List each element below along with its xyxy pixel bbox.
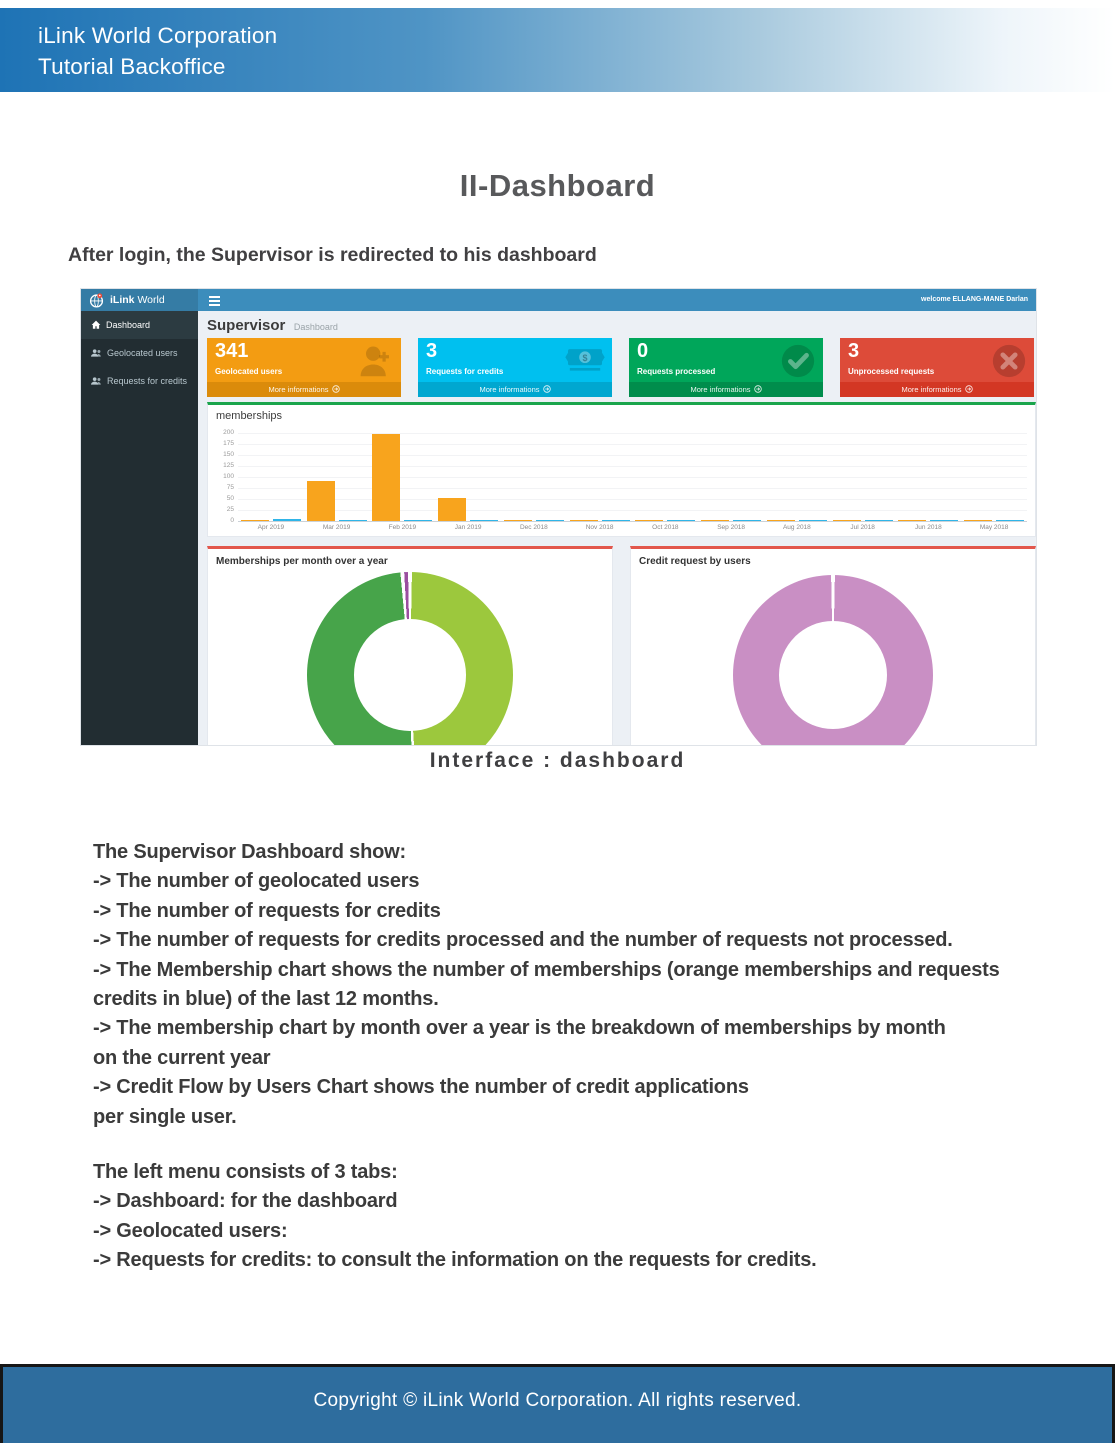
y-axis-tick: 150 <box>223 451 234 458</box>
body-line: The left menu consists of 3 tabs: <box>93 1161 398 1183</box>
bar-requests-credits-mar-2019 <box>339 520 367 521</box>
bar-memberships-jan-2019 <box>438 498 466 521</box>
check-circle-icon <box>779 342 817 385</box>
gridline <box>238 499 1027 500</box>
bar-requests-credits-feb-2019 <box>404 520 432 521</box>
welcome-text: welcome ELLANG-MANE Darlan <box>921 296 1028 303</box>
sidebar-item-label: Geolocated users <box>107 348 178 358</box>
svg-text:$: $ <box>582 352 588 363</box>
y-axis-tick: 50 <box>226 495 234 502</box>
bar-requests-credits-oct-2018 <box>667 520 695 521</box>
sidebar-item-label: Requests for credits <box>107 376 188 386</box>
sidebar-item-requests-for-credits[interactable] <box>81 367 198 395</box>
bar-memberships-oct-2018 <box>635 520 663 521</box>
bar-memberships-aug-2018 <box>767 520 795 521</box>
bar-memberships-jun-2018 <box>898 520 926 521</box>
bar-requests-credits-dec-2018 <box>536 520 564 521</box>
brand-logo[interactable] <box>81 289 198 311</box>
bar-memberships-dec-2018 <box>504 520 532 521</box>
y-axis-tick: 25 <box>226 506 234 513</box>
stat-value: 0 <box>637 340 649 362</box>
gridline <box>238 444 1027 445</box>
bar-memberships-feb-2019 <box>372 434 400 521</box>
page-title: II-Dashboard <box>459 168 656 203</box>
body-line: per single user. <box>93 1105 237 1128</box>
x-axis-tick: Jul 2018 <box>850 524 875 531</box>
stat-value: 3 <box>848 340 860 362</box>
x-circle-icon <box>990 342 1028 385</box>
dashboard-icon <box>91 320 101 330</box>
x-axis-tick: Jun 2018 <box>915 524 942 531</box>
memberships-donut-panel <box>207 546 613 746</box>
body-line: -> The Membership chart shows the number of memberships (orange memberships and requests <box>93 958 1000 981</box>
stat-card-requests-for-credits <box>418 338 612 397</box>
y-axis-tick: 175 <box>223 440 234 447</box>
bar-requests-credits-apr-2019 <box>273 519 301 521</box>
body-line: credits in blue) of the last 12 months. <box>93 988 439 1011</box>
x-axis-tick: Nov 2018 <box>585 524 614 531</box>
stat-label: Geolocated users <box>215 367 283 376</box>
x-axis-tick: May 2018 <box>979 524 1009 531</box>
stat-label: Requests processed <box>637 367 716 376</box>
globe-pin-icon <box>89 293 104 308</box>
footer-text: Copyright © iLink World Corporation. All rights reserved. <box>313 1390 802 1411</box>
stat-label: Requests for credits <box>426 367 504 376</box>
y-axis-tick: 125 <box>223 462 234 469</box>
more-informations-link[interactable]: More informations <box>629 382 823 397</box>
stat-cards-row <box>207 338 1036 397</box>
credit-donut-chart <box>733 575 933 746</box>
sidebar-item-geolocated-users[interactable] <box>81 339 198 367</box>
gridline <box>238 433 1027 434</box>
stat-card-unprocessed-requests <box>840 338 1034 397</box>
bar-requests-credits-jan-2019 <box>470 520 498 521</box>
content-header <box>207 317 338 335</box>
x-axis-tick: Dec 2018 <box>519 524 548 531</box>
sidebar <box>81 311 198 745</box>
x-axis-tick: Aug 2018 <box>782 524 811 531</box>
gridline <box>238 488 1027 489</box>
x-axis-tick: Mar 2019 <box>322 524 351 531</box>
gridline <box>238 477 1027 478</box>
bar-memberships-apr-2019 <box>241 520 269 521</box>
more-informations-link[interactable]: More informations <box>418 382 612 397</box>
body-line: on the current year <box>93 1046 271 1069</box>
content-title: Supervisor <box>207 317 286 334</box>
x-axis-tick: Feb 2019 <box>388 524 417 531</box>
gridline <box>238 466 1027 467</box>
body-text-2 <box>93 1158 817 1276</box>
x-axis-tick: Jan 2019 <box>454 524 482 531</box>
body-line: -> The membership chart by month over a year is the breakdown of memberships by month <box>93 1017 946 1040</box>
stat-label: Unprocessed requests <box>848 367 935 376</box>
stat-value: 3 <box>426 340 438 362</box>
body-line: -> The number of requests for credits <box>93 899 441 922</box>
header-subtitle: Tutorial Backoffice <box>38 54 226 79</box>
body-line: -> Requests for credits: to consult the information on the requests for credits. <box>93 1249 817 1272</box>
bar-memberships-nov-2018 <box>570 520 598 521</box>
money-icon <box>564 342 606 381</box>
header-company: iLink World Corporation <box>38 23 278 48</box>
screenshot-caption: Interface : dashboard <box>429 749 686 772</box>
stat-card-requests-processed <box>629 338 823 397</box>
x-axis-tick: Oct 2018 <box>652 524 679 531</box>
stat-value: 341 <box>215 340 249 362</box>
body-text-1 <box>93 838 1000 1132</box>
body-line: -> The number of requests for credits processed and the number of requests not processed. <box>93 929 953 952</box>
stat-card-geolocated-users <box>207 338 401 397</box>
body-line: The Supervisor Dashboard show: <box>93 841 406 863</box>
sidebar-item-label: Dashboard <box>106 320 151 330</box>
more-informations-link[interactable]: More informations <box>840 382 1034 397</box>
credit-donut-panel <box>630 546 1036 746</box>
intro-text: After login, the Supervisor is redirected to his dashboard <box>68 244 597 266</box>
body-line: -> Dashboard: for the dashboard <box>93 1190 398 1213</box>
bar-requests-credits-jul-2018 <box>865 520 893 521</box>
footer <box>0 1364 1115 1443</box>
credit-donut-title: Credit request by users <box>639 556 751 567</box>
users-icon <box>91 376 102 386</box>
body-line: -> Geolocated users: <box>93 1219 288 1242</box>
sidebar-item-dashboard[interactable] <box>81 311 198 339</box>
y-axis-tick: 200 <box>223 429 234 436</box>
bar-memberships-jul-2018 <box>833 520 861 521</box>
menu-toggle-icon[interactable] <box>209 296 220 308</box>
top-navbar <box>198 289 1036 311</box>
memberships-bar-chart <box>238 433 1027 522</box>
brand-text: iLink World <box>110 294 165 306</box>
y-axis-tick: 0 <box>230 517 234 524</box>
bar-memberships-sep-2018 <box>701 520 729 521</box>
gridline <box>238 510 1027 511</box>
bar-requests-credits-aug-2018 <box>799 520 827 521</box>
users-icon <box>91 348 102 358</box>
bar-requests-credits-jun-2018 <box>930 520 958 521</box>
body-line: -> Credit Flow by Users Chart shows the number of credit applications <box>93 1076 749 1099</box>
memberships-panel <box>207 402 1036 537</box>
header-band <box>0 8 1115 92</box>
body-line: -> The number of geolocated users <box>93 870 420 893</box>
x-axis-tick: Sep 2018 <box>717 524 746 531</box>
bar-memberships-may-2018 <box>964 520 992 521</box>
bar-requests-credits-may-2018 <box>996 520 1024 521</box>
memberships-panel-title: memberships <box>216 410 283 422</box>
content-breadcrumb: Dashboard <box>293 322 338 332</box>
memberships-donut-title: Memberships per month over a year <box>216 556 388 567</box>
dashboard-content <box>198 311 1036 745</box>
bar-requests-credits-nov-2018 <box>602 520 630 521</box>
bar-requests-credits-sep-2018 <box>733 520 761 521</box>
memberships-donut-chart <box>307 572 513 746</box>
bar-memberships-mar-2019 <box>307 481 335 521</box>
x-axis-tick: Apr 2019 <box>257 524 285 531</box>
dashboard-screenshot <box>80 288 1037 746</box>
gridline <box>238 455 1027 456</box>
user-plus-icon <box>355 342 395 383</box>
y-axis-tick: 100 <box>223 473 234 480</box>
y-axis-tick: 75 <box>226 484 234 491</box>
more-informations-link[interactable]: More informations <box>207 382 401 397</box>
